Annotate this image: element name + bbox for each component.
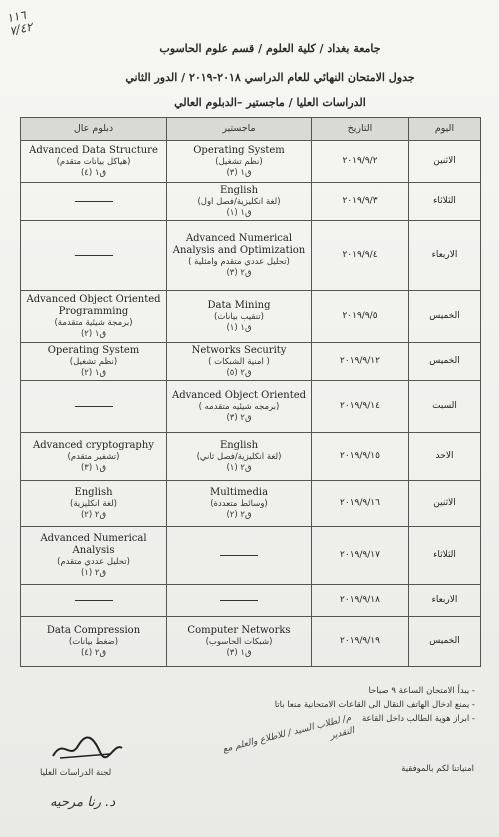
day-cell: السبت [409,381,481,433]
day-cell: الاربعاء [409,585,481,617]
day-cell: الاربعاء [409,221,481,291]
table-row [21,291,481,343]
exam-schedule-title: جدول الامتحان النهائي للعام الدراسي ٢٠١٨-٢٠١٩ / الدور الثاني [125,71,415,84]
course-name-arabic: (تنقيب بيانات) [214,312,264,323]
diploma-course-cell [21,381,167,433]
table-header-row [21,118,481,141]
note-item: - ابراز هوية الطالب داخل القاعة [15,714,475,724]
program-subtitle: الدراسات العليا / ماجستير –الدبلوم العالي [174,96,366,109]
course-name: English [219,185,259,197]
exam-room: ق١ (٢) [80,367,107,378]
corner-handwritten-note: ١١٦ ٧/٤٢ [5,7,34,39]
empty-cell-dash [75,406,113,407]
course-name: English [219,440,259,452]
course-name: Data Compression [46,625,141,637]
date-cell: ٢٠١٩/٩/١٨ [312,585,409,617]
table-row [21,221,481,291]
course-name-arabic: (لغة انكليزية) [70,499,117,510]
signature-scribble [48,728,128,772]
course-name-arabic: ( امنية الشبكات ) [208,357,270,368]
masters-course-cell [167,481,312,527]
course-name-arabic: (برمجه شيئيه متقدمه ) [198,402,280,413]
diploma-course-cell [21,527,167,585]
committee-label: لجنة الدراسات العليا [40,768,112,778]
course-name: Computer Networks [187,625,291,637]
masters-course-cell [167,527,312,585]
masters-course-cell [167,141,312,183]
course-name-arabic: (تشفير متقدم) [67,452,120,463]
exam-schedule-table [20,117,481,667]
course-name-arabic: (هياكل بيانات متقدم) [56,157,131,168]
diploma-course-cell [21,141,167,183]
header-date: التاريخ [312,118,409,141]
note-item: - يبدأ الامتحان الساعة ٩ صباحا [15,686,475,696]
table-row [21,585,481,617]
course-name-arabic: (لغة انكليزية/فصل ثاني) [196,452,282,463]
course-name: Data Mining [207,300,271,312]
day-cell: الخميس [409,343,481,381]
diploma-course-cell [21,183,167,221]
table-row [21,381,481,433]
diploma-course-cell [21,221,167,291]
empty-cell-dash [75,255,113,256]
exam-room: ق١ (٤) [80,167,107,178]
masters-course-cell [167,183,312,221]
course-name-arabic: (لغة انكليزية/فصل اول) [197,197,281,208]
diploma-course-cell [21,433,167,481]
masters-course-cell [167,381,312,433]
exam-room: ق٢ (١) [226,462,252,473]
masters-course-cell [167,343,312,381]
exam-room: ق١ (٢) [80,328,107,339]
course-name: English [74,487,113,499]
diploma-course-cell [21,343,167,381]
thanks-text: امنياتنا لكم بالموفقية [401,764,474,774]
masters-course-cell [167,291,312,343]
exam-room: ق٢ (٣) [226,267,252,278]
header-diploma: دبلوم عال [21,118,167,141]
course-name-arabic: (تحليل عددي متقدم) [57,557,130,568]
date-cell: ٢٠١٩/٩/٥ [312,291,409,343]
date-cell: ٢٠١٩/٩/١٢ [312,343,409,381]
day-cell: الثلاثاء [409,527,481,585]
day-cell: الاحد [409,433,481,481]
day-cell: الثلاثاء [409,183,481,221]
exam-room: ق١ (١) [226,322,252,333]
exam-room: ق١ (٣) [80,462,107,473]
date-cell: ٢٠١٩/٩/٢ [312,141,409,183]
day-cell: الخميس [409,617,481,667]
course-name: Advanced Data Structure [29,145,158,157]
course-name-arabic: (نظم تشغيل) [69,357,118,368]
course-name: Operating System [47,345,140,357]
date-cell: ٢٠١٩/٩/١٩ [312,617,409,667]
course-name-arabic: (وسائط متعددة) [210,499,268,510]
table-row [21,183,481,221]
exam-room: ق٢ (١) [80,567,107,578]
empty-cell-dash [220,555,258,556]
exam-room: ق١ (٣) [226,167,252,178]
table-row [21,617,481,667]
diploma-course-cell [21,481,167,527]
course-name-arabic: (تحليل عددي متقدم وامثلية ) [188,257,290,268]
masters-course-cell [167,617,312,667]
course-name: Advanced Numerical Analysis and Optimization [172,233,306,257]
exam-room: ق١ (١) [226,207,252,218]
exam-room: ق١ (٣) [226,647,252,658]
exam-room: ق٢ (٢) [226,509,252,520]
empty-cell-dash [75,201,113,202]
course-name-arabic: (نظم تشغيل) [215,157,263,168]
course-name: Advanced Numerical Analysis [40,533,147,557]
date-cell: ٢٠١٩/٩/٤ [312,221,409,291]
handwritten-annotation: م/ لطلاب السيد / للاطلاع والعلم مع التقدير [221,713,356,755]
exam-room: ق٢ (٣) [226,412,252,423]
date-cell: ٢٠١٩/٩/١٥ [312,433,409,481]
exam-room: ق٢ (٤) [80,647,107,658]
masters-course-cell [167,433,312,481]
handwritten-name: د. رنا مرحيه [50,795,116,810]
note-item: - يمنع ادخال الهاتف النقال الى القاعات الامتحانية منعا باتا [15,700,475,710]
course-name-arabic: (برمجة شيئية متقدمة) [54,318,133,329]
course-name: Multimedia [209,487,269,499]
day-cell: الخميس [409,291,481,343]
course-name: Advanced cryptography [33,440,154,452]
diploma-course-cell [21,585,167,617]
exam-notes [15,686,475,728]
course-name: Operating System [193,145,285,157]
masters-course-cell [167,585,312,617]
table-row [21,141,481,183]
course-name: Advanced Object Oriented [171,390,307,402]
course-name-arabic: (شبكات الحاسوب) [205,637,273,648]
signature-icon [48,728,128,768]
day-cell: الاثنين [409,141,481,183]
course-name: Networks Security [191,345,287,357]
table-row [21,481,481,527]
date-cell: ٢٠١٩/٩/٣ [312,183,409,221]
table-row [21,343,481,381]
diploma-course-cell [21,291,167,343]
diploma-course-cell [21,617,167,667]
table-row [21,433,481,481]
header-day: اليوم [409,118,481,141]
university-header: جامعة بغداد / كلية العلوم / قسم علوم الحاسوب [159,42,381,55]
exam-room: ق٢ (٢) [80,509,107,520]
masters-course-cell [167,221,312,291]
day-cell: الاثنين [409,481,481,527]
course-name: Advanced Object Oriented Programming [26,294,161,318]
date-cell: ٢٠١٩/٩/١٦ [312,481,409,527]
exam-room: ق٢ (٥) [226,367,252,378]
table-row [21,527,481,585]
header-masters: ماجستير [167,118,312,141]
empty-cell-dash [75,600,113,601]
empty-cell-dash [220,600,258,601]
course-name-arabic: (ضغط بيانات) [68,637,119,648]
date-cell: ٢٠١٩/٩/١٧ [312,527,409,585]
date-cell: ٢٠١٩/٩/١٤ [312,381,409,433]
